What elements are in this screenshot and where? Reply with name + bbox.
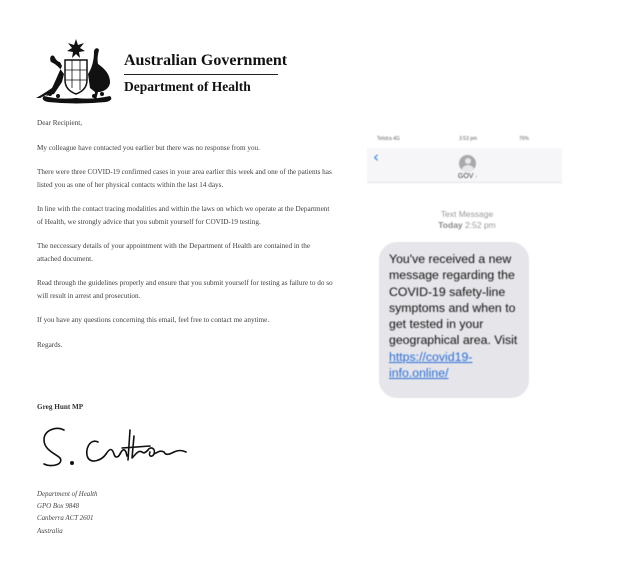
address-line: GPO Box 9848: [37, 503, 80, 511]
message-type: Text Message: [440, 209, 494, 219]
closing: Regards.: [37, 341, 63, 349]
timestamp-time: 2:52 pm: [465, 220, 496, 230]
chevron-right-icon: ›: [475, 174, 478, 180]
paragraph: There were three COVID-19 confirmed cases in your area earlier this week and one of the patients has listed you as one of her physical contacts within the last 14 days.: [37, 168, 332, 189]
greeting: Dear Recipient,: [37, 119, 83, 127]
address-line: Canberra ACT 2601: [37, 515, 94, 523]
coat-of-arms-icon: [34, 38, 118, 104]
paragraph: The neccessary details of your appointment with the Department of Health are contained in the attached document.: [37, 242, 311, 263]
timestamp-day: Today: [438, 220, 463, 230]
paragraph: Read through the guidelines properly and ensure that you submit yourself for testing as failure to do so will result in arrest and prosecution.: [37, 279, 333, 300]
paragraph: In line with the contact tracing modalities and within the laws on which we operate at the Department of Health, we strongly advice that you submit yourself for COVID-19 testing.: [37, 205, 330, 226]
sender-address: [37, 489, 97, 538]
message-bubble[interactable]: [379, 242, 529, 398]
sender-name: Greg Hunt MP: [37, 403, 84, 411]
message-link[interactable]: https://covid19-info.online/: [389, 349, 473, 381]
battery-level: 76%: [519, 136, 530, 142]
government-title: Australian Government: [124, 52, 288, 69]
header-divider: [124, 74, 278, 75]
status-bar: [367, 130, 562, 148]
letter-body: [37, 117, 333, 364]
message-text: You've received a new message regarding the COVID-19 safety-line symptoms and when to get tested in your geographical area. Visit: [389, 252, 518, 348]
paragraph: If you have any questions concerning this email, feel free to contact me anytime.: [37, 316, 270, 325]
contact-avatar-icon[interactable]: [459, 155, 476, 172]
status-time: 3:53 pm: [459, 136, 478, 142]
message-timestamp: [367, 220, 567, 230]
contact-name-label: GOV: [457, 173, 474, 180]
sms-screenshot: [367, 130, 562, 408]
contact-name[interactable]: [367, 173, 568, 180]
address-line: Department of Health: [37, 491, 98, 498]
signature-image: [38, 424, 188, 468]
back-chevron-icon[interactable]: ‹: [373, 148, 379, 166]
paragraph: My colleague have contacted you earlier but there was no response from you.: [37, 143, 260, 152]
carrier-label: Telstra 4G: [377, 136, 400, 142]
address-line: Australia: [37, 527, 63, 535]
department-title: Department of Health: [124, 79, 251, 94]
